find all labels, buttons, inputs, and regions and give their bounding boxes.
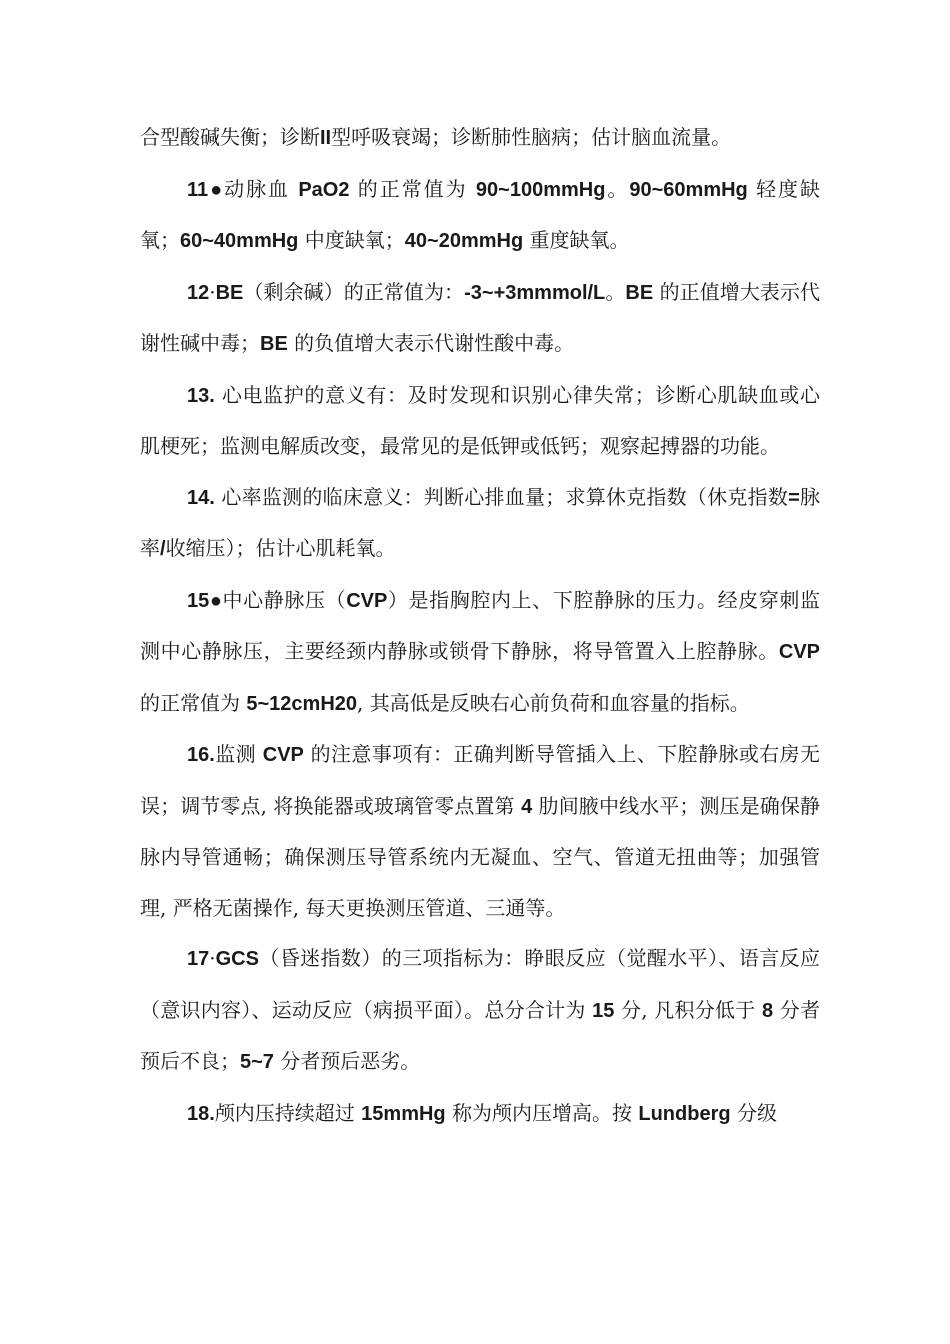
text-run: , 其高低是反映右心前负荷和血容量的指标。 xyxy=(357,690,750,715)
bold-text: GCS xyxy=(215,948,259,970)
bold-text: 90~60mmHg xyxy=(629,178,748,201)
bold-text: CVP xyxy=(262,744,304,766)
text-run: · xyxy=(209,946,216,970)
bold-text: = xyxy=(788,486,800,509)
bold-text: Lundberg xyxy=(638,1102,731,1125)
bold-text: CVP xyxy=(346,589,388,612)
bold-text: 11● xyxy=(187,178,225,201)
paragraph-p18 xyxy=(140,1088,820,1140)
text-run: 分者预后恶劣。 xyxy=(273,1049,421,1073)
text-run: 轻度缺氧； xyxy=(140,176,820,252)
bold-text: BE xyxy=(625,281,654,304)
text-run: 监测 xyxy=(214,742,263,766)
text-run: 的正常值为 xyxy=(140,690,247,715)
text-run: 颅内压持续超过 xyxy=(214,1100,362,1125)
text-run: ）是指胸腔内上、下腔静脉的压力。经皮穿刺监测中心静脉压，主要经颈内静脉或锁骨下静脉，将导管置入上腔静脉。 xyxy=(140,587,821,663)
paragraph-p13 xyxy=(140,370,820,472)
document-page xyxy=(140,112,820,1139)
bold-text: 16. xyxy=(187,744,215,766)
text-run: 。 xyxy=(605,279,626,304)
text-run: 收缩压）；估计心肌耗氧。 xyxy=(165,536,396,560)
paragraph-p12 xyxy=(140,267,820,370)
bold-text: 13. xyxy=(187,384,215,407)
text-run: 。 xyxy=(605,176,630,201)
text-run: 重度缺氧。 xyxy=(523,228,630,252)
paragraph-p17 xyxy=(140,933,820,1088)
text-run: 动脉血 xyxy=(224,176,299,201)
bold-text: 5~7 xyxy=(240,1051,274,1073)
bold-text: 8 xyxy=(762,999,774,1022)
paragraph-p16 xyxy=(140,729,820,933)
text-run: · xyxy=(209,279,216,304)
bold-text: 15● xyxy=(187,589,223,612)
text-run: 分级 xyxy=(730,1100,777,1125)
text-run: （剩余碱）的正常值为： xyxy=(243,279,465,304)
text-run: 肋间腋中线水平；测压是确保静脉内导管通畅；确保测压导管系统内无凝血、空气、管道无扭曲等；加强管理, 严格无菌操作, 每天更换测压管道、三通等。 xyxy=(140,793,820,920)
bold-text: PaO2 xyxy=(298,178,350,201)
text-run: 合型酸碱失衡；诊断 xyxy=(140,125,320,149)
text-run: 心率监测的临床意义：判断心排血量；求算休克指数（休克指数 xyxy=(214,484,789,509)
text-run: 中度缺氧； xyxy=(298,228,405,252)
bold-text: 5~12cmH20 xyxy=(246,692,358,715)
text-run: 心电监护的意义有：及时发现和识别心律失常；诊断心肌缺血或心肌梗死；监测电解质改变，最常见的是低钾或低钙；观察起搏器的功能。 xyxy=(140,382,820,458)
bold-text: -3~+3mmmol/L xyxy=(464,281,606,304)
text-run: 分者预后不良； xyxy=(140,997,820,1073)
paragraph-p0 xyxy=(140,112,820,164)
text-run: 的正值增大表示代谢性碱中毒； xyxy=(140,279,821,355)
bold-text: BE xyxy=(260,333,288,355)
bold-text: 90~100mmHg xyxy=(475,178,606,201)
paragraph-p14 xyxy=(140,472,820,575)
text-run: 分, 凡积分低于 xyxy=(614,997,763,1022)
bold-text: 15 xyxy=(592,999,615,1022)
text-run: 称为颅内压增高。按 xyxy=(445,1100,639,1125)
bold-text: 4 xyxy=(521,795,533,818)
bold-text: 18. xyxy=(187,1102,215,1125)
text-run: 脉率 xyxy=(140,484,821,560)
text-run: 型呼吸衰竭；诊断肺性脑病；估计脑血流量。 xyxy=(331,125,732,149)
text-run: （昏迷指数）的三项指标为：睁眼反应（觉醒水平）、语言反应（意识内容）、运动反应（病损平面）。总分合计为 xyxy=(140,946,820,1022)
paragraph-p15 xyxy=(140,575,820,730)
bold-text: CVP xyxy=(778,641,820,663)
bold-text: / xyxy=(160,538,166,560)
bold-text: 60~40mmHg xyxy=(180,230,299,252)
bold-text: 12 xyxy=(187,281,210,304)
bold-text: 17 xyxy=(187,948,210,970)
text-run: 的负值增大表示代谢性酸中毒。 xyxy=(287,331,575,355)
text-run: 的正常值为 xyxy=(349,176,476,201)
bold-text: II xyxy=(320,127,332,149)
bold-text: 15mmHg xyxy=(361,1102,446,1125)
paragraph-p11 xyxy=(140,164,820,267)
bold-text: 40~20mmHg xyxy=(404,230,524,252)
text-run: 的注意事项有：正确判断导管插入上、下腔静脉或右房无误；调节零点, 将换能器或玻璃管零点置第 xyxy=(140,742,821,818)
bold-text: 14. xyxy=(187,486,215,509)
text-run: 中心静脉压（ xyxy=(222,587,347,612)
bold-text: BE xyxy=(215,281,244,304)
